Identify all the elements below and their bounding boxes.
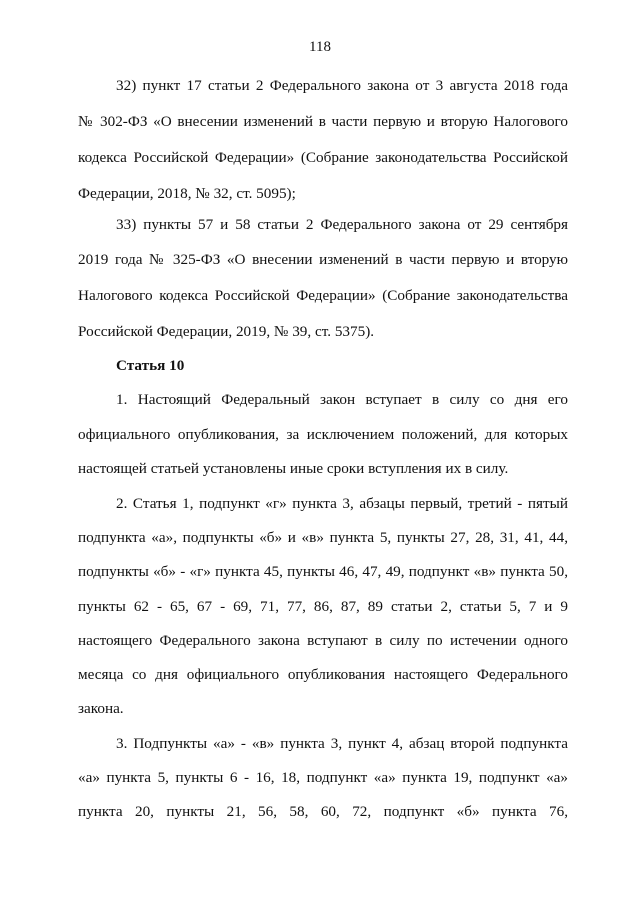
text-line: пункты 62 - 65, 67 - 69, 71, 77, 86, 87, 89 статьи 2, статьи 5, 7 и 9 <box>78 598 568 615</box>
text-line: месяца со дня официального опубликования настоящего Федерального <box>78 666 568 683</box>
text-line: настоящей статьей установлены иные сроки вступления их в силу. <box>78 460 509 477</box>
text-line: официального опубликования, за исключением положений, для которых <box>78 426 568 443</box>
text-line: 33) пункты 57 и 58 статьи 2 Федерального закона от 29 сентября <box>116 216 568 233</box>
text-line: Российской Федерации, 2019, № 39, ст. 5375). <box>78 323 375 340</box>
text-line: подпункты «б» - «г» пункта 45, пункты 46, 47, 49, подпункт «в» пункта 50, <box>78 563 568 580</box>
text-line: пункта 20, пункты 21, 56, 58, 60, 72, подпункт «б» пункта 76, <box>78 803 568 820</box>
text-line: 1. Настоящий Федеральный закон вступает в силу со дня его <box>116 391 568 408</box>
text-line: закона. <box>78 700 124 717</box>
text-line: 2. Статья 1, подпункт «г» пункта 3, абзацы первый, третий - пятый <box>116 495 568 512</box>
text-line: 3. Подпункты «а» - «в» пункта 3, пункт 4, абзац второй подпункта <box>116 735 568 752</box>
text-line: настоящего Федерального закона вступают в силу по истечении одного <box>78 632 568 649</box>
text-line: Налогового кодекса Российской Федерации» (Собрание законодательства <box>78 287 568 304</box>
text-line: 32) пункт 17 статьи 2 Федерального закона от 3 августа 2018 года <box>116 77 568 94</box>
text-line: кодекса Российской Федерации» (Собрание законодательства Российской <box>78 149 568 166</box>
article-heading: Статья 10 <box>116 357 185 374</box>
text-line: «а» пункта 5, пункты 6 - 16, 18, подпункт «а» пункта 19, подпункт «а» <box>78 769 568 786</box>
text-line: 2019 года № 325-ФЗ «О внесении изменений в части первую и вторую <box>78 251 568 268</box>
text-line: подпункта «а», подпункты «б» и «в» пункта 5, пункты 27, 28, 31, 41, 44, <box>78 529 568 546</box>
text-line: Федерации, 2018, № 32, ст. 5095); <box>78 185 296 202</box>
text-line: № 302-ФЗ «О внесении изменений в части первую и вторую Налогового <box>78 113 568 130</box>
page-number: 118 <box>309 39 331 55</box>
